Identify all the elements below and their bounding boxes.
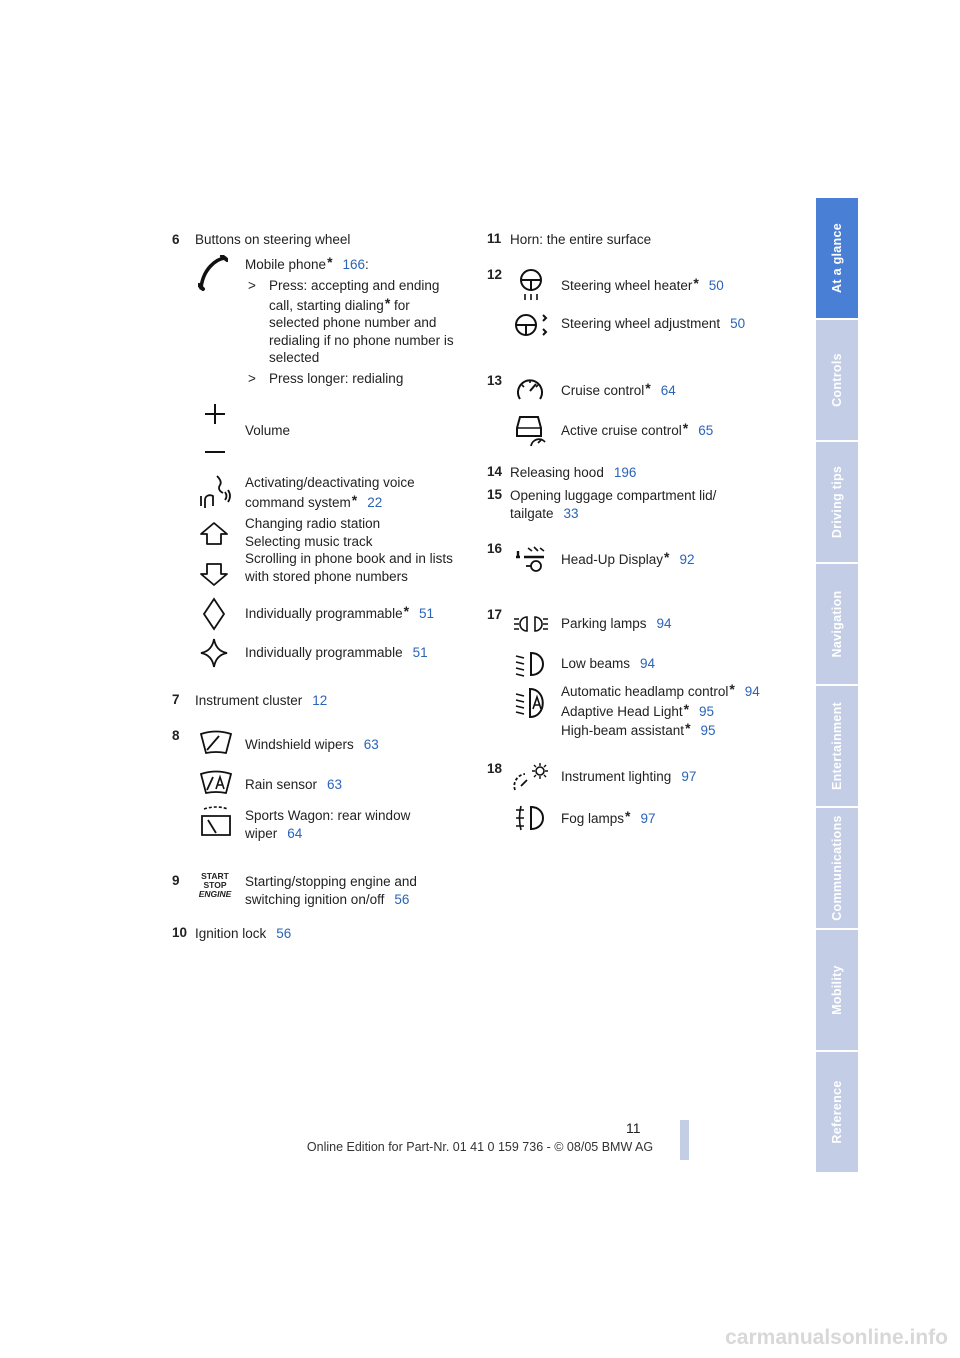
hud-label: Head-Up Display* 92 — [561, 549, 695, 567]
cruise-control-icon — [514, 375, 546, 405]
item-14-title: Releasing hood 196 — [510, 465, 637, 480]
tab-controls[interactable]: Controls — [816, 320, 858, 440]
item-number-11: 11 — [487, 231, 502, 246]
item-number-16: 16 — [487, 541, 503, 556]
item-number-13: 13 — [487, 373, 503, 388]
page-ref-95[interactable]: 95 — [699, 703, 715, 719]
page-ref-196[interactable]: 196 — [613, 465, 637, 480]
cruise-control-label: Cruise control* 64 — [561, 380, 676, 398]
tab-mobility[interactable]: Mobility — [816, 930, 858, 1050]
rain-sensor-icon — [199, 770, 233, 796]
page-ref-64[interactable]: 64 — [660, 383, 676, 398]
diamond-icon — [202, 597, 226, 631]
page-ref-97[interactable]: 97 — [640, 811, 656, 826]
low-beams-label: Low beams 94 — [561, 656, 656, 671]
tab-at-a-glance[interactable]: At a glance — [816, 198, 858, 318]
footer-edition: Online Edition for Part-Nr. 01 41 0 159 736 - © 08/05 BMW AG — [306, 1140, 654, 1154]
active-cruise-control-icon — [513, 412, 547, 448]
voice-command-label: Activating/deactivating voice command system* 22 — [245, 475, 415, 510]
press-longer-description: Press longer: redialing — [269, 371, 404, 386]
automatic-headlamp-icon — [513, 686, 549, 720]
item-11-title: Horn: the entire surface — [510, 232, 652, 247]
item-10-title: Ignition lock 56 — [195, 926, 292, 941]
arrow-up-icon — [199, 520, 229, 548]
page-ref-64[interactable]: 64 — [287, 825, 303, 841]
steering-wheel-adjustment-icon — [512, 312, 550, 338]
page-ref-51[interactable]: 51 — [419, 606, 435, 621]
page-ref-95[interactable]: 95 — [700, 723, 716, 738]
item-number-14: 14 — [487, 464, 503, 479]
fog-lamps-icon — [513, 804, 549, 832]
rain-sensor-label: Rain sensor 63 — [245, 777, 343, 792]
low-beams-icon — [513, 650, 549, 678]
star-diamond-icon — [199, 637, 229, 669]
page-ref-63[interactable]: 63 — [327, 777, 343, 792]
item-15-title: Opening luggage compartment lid/ tailgate 33 — [510, 488, 717, 521]
instrument-lighting-label: Instrument lighting 97 — [561, 769, 697, 784]
page-ref-166[interactable]: 166 — [342, 257, 366, 272]
parking-lamps-icon — [512, 614, 550, 634]
page-ref-33[interactable]: 33 — [563, 505, 579, 521]
arrow-down-icon — [199, 560, 229, 588]
rear-wiper-icon — [199, 806, 233, 838]
steering-heater-label: Steering wheel heater* 50 — [561, 275, 724, 293]
steering-wheel-heater-icon — [515, 268, 547, 302]
start-stop-engine-icon: START STOP ENGINE — [198, 871, 232, 899]
mobile-phone-label: Mobile phone* 166: — [245, 254, 369, 272]
rear-wiper-label: Sports Wagon: rear window wiper 64 — [245, 808, 411, 841]
programmable-1-label: Individually programmable* 51 — [245, 603, 435, 621]
item-number-7: 7 — [172, 692, 180, 707]
minus-icon — [202, 444, 228, 460]
fog-lamps-label: Fog lamps* 97 — [561, 808, 656, 826]
page-ref-56[interactable]: 56 — [276, 926, 292, 941]
item-number-8: 8 — [172, 728, 180, 743]
parking-lamps-label: Parking lamps 94 — [561, 616, 672, 631]
chapter-tabs — [816, 198, 858, 1174]
item-number-15: 15 — [487, 487, 503, 502]
page-ref-94[interactable]: 94 — [656, 616, 672, 631]
item-number-9: 9 — [172, 873, 180, 888]
item-number-18: 18 — [487, 761, 503, 776]
page-ref-63[interactable]: 63 — [363, 737, 379, 752]
item-number-10: 10 — [172, 925, 188, 940]
plus-icon — [202, 402, 228, 426]
watermark: carmanualsonline.info — [725, 1326, 948, 1349]
start-stop-label: Starting/stopping engine and switching ignition on/off 56 — [245, 874, 417, 907]
page-ref-92[interactable]: 92 — [679, 552, 695, 567]
head-up-display-icon — [514, 545, 548, 573]
windshield-wipers-label: Windshield wipers 63 — [245, 737, 379, 752]
item-number-17: 17 — [487, 607, 503, 622]
radio-station-text: Changing radio station Selecting music track Scrolling in phone book and in lists with stored phone numbers — [245, 516, 453, 584]
page-ref-50[interactable]: 50 — [708, 278, 724, 293]
volume-label: Volume — [245, 423, 291, 438]
tab-driving-tips[interactable]: Driving tips — [816, 442, 858, 562]
page-ref-65[interactable]: 65 — [698, 423, 714, 438]
page-ref-22[interactable]: 22 — [367, 494, 383, 510]
programmable-2-label: Individually programmable 51 — [245, 645, 428, 660]
page-ref-51[interactable]: 51 — [412, 645, 428, 660]
tab-entertainment[interactable]: Entertainment — [816, 686, 858, 806]
page-ref-97[interactable]: 97 — [681, 769, 697, 784]
page-ref-94[interactable]: 94 — [640, 656, 656, 671]
item-number-6: 6 — [172, 232, 180, 247]
item-number-12: 12 — [487, 267, 503, 282]
page-ref-56[interactable]: 56 — [394, 891, 410, 907]
headlamp-group-label: Automatic headlamp control* 94 Adaptive Head Light* 95 High-beam assistant* 95 — [561, 681, 760, 738]
page-ref-94[interactable]: 94 — [744, 684, 760, 699]
item-7-title: Instrument cluster 12 — [195, 693, 328, 708]
bullet-marker: > — [248, 371, 256, 386]
item-6-title: Buttons on steering wheel — [195, 232, 351, 247]
phone-icon — [198, 255, 228, 291]
press-description: Press: accepting and ending call, starting dialing* for selected phone number and redialing if no phone number is selected — [269, 278, 454, 365]
tab-reference[interactable]: Reference — [816, 1052, 858, 1172]
voice-command-icon — [199, 474, 231, 512]
active-cruise-label: Active cruise control* 65 — [561, 420, 714, 438]
tab-communications[interactable]: Communications — [816, 808, 858, 928]
page-ref-12[interactable]: 12 — [312, 693, 328, 708]
tab-navigation[interactable]: Navigation — [816, 564, 858, 684]
page-ref-50[interactable]: 50 — [730, 316, 746, 331]
steering-adjustment-label: Steering wheel adjustment 50 — [561, 316, 746, 331]
page-number: 11 — [626, 1120, 641, 1136]
bullet-marker: > — [248, 278, 256, 293]
windshield-wiper-icon — [199, 730, 233, 756]
instrument-lighting-icon — [511, 762, 551, 794]
